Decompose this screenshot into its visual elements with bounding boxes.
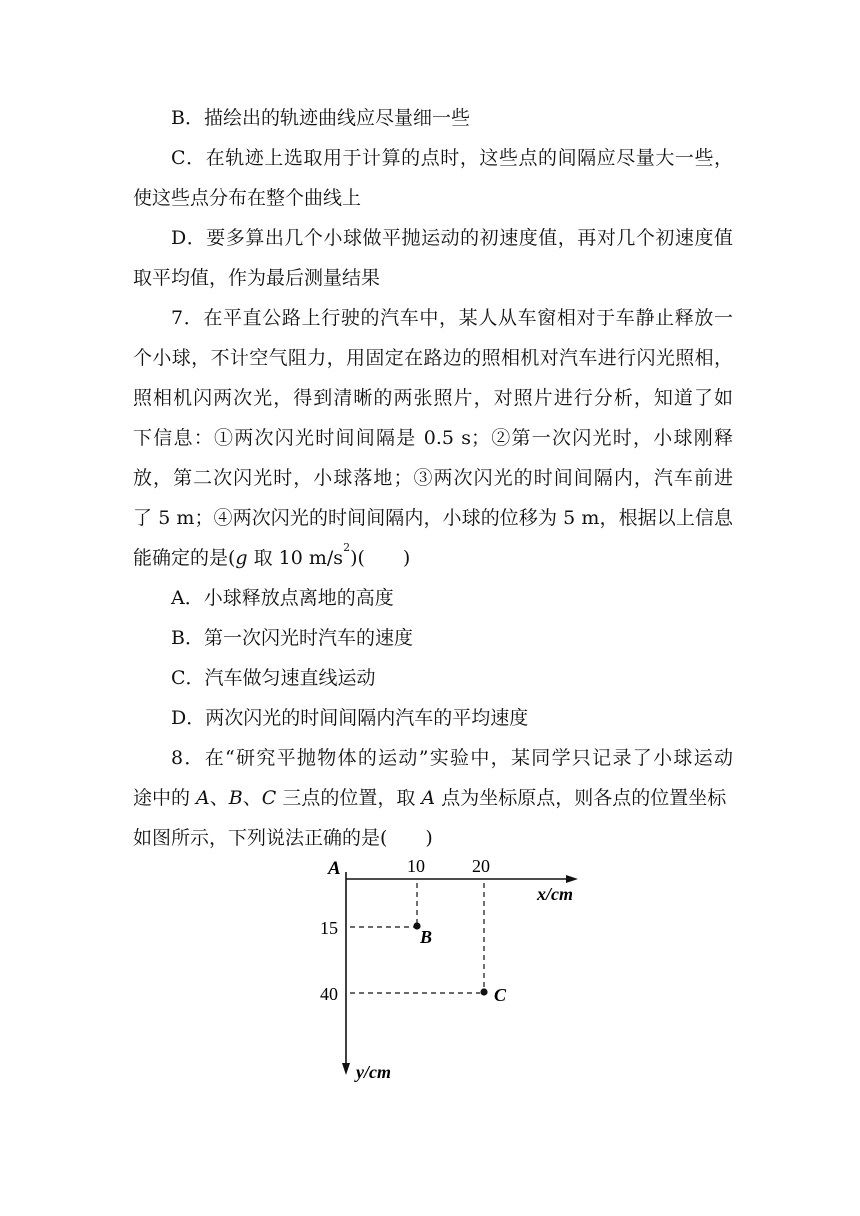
- q7-stem-line7-b: 取 10 m/s: [247, 547, 344, 569]
- q6-option-b: B．描绘出的轨迹曲线应尽量细一些: [171, 107, 470, 129]
- q7-option-b: B．第一次闪光时汽车的速度: [171, 627, 413, 649]
- x-axis-label-text: x/cm: [537, 884, 573, 904]
- q7-stem-line3: 照相机闪两次光，得到清晰的两张照片，对照片进行分析，知道了如: [133, 387, 733, 409]
- question-text: [133, 98, 733, 858]
- q6-option-d-line1: D．要多算出几个小球做平抛运动的初速度值，再对几个初速度值: [171, 227, 733, 249]
- q7-stem-line6: 了 5 m；④两次闪光的时间间隔内，小球的位移为 5 m，根据以上信息: [133, 507, 733, 529]
- coordinate-figure: [300, 850, 600, 1090]
- q8-text-part: 点为坐标原点，则各点的位置坐标: [435, 787, 727, 809]
- q7-stem-line1: 7．在平直公路上行驶的汽车中，某人从车窗相对于车静止释放一: [171, 307, 733, 329]
- point-a-ref: A: [196, 787, 210, 809]
- point-c-ref: C: [261, 787, 277, 809]
- y-tick-40: 40: [320, 984, 338, 1004]
- y-axis-label-text: y/cm: [356, 1062, 391, 1082]
- q8-text-part: 、: [242, 787, 262, 809]
- q7-option-d: D．两次闪光的时间间隔内汽车的平均速度: [171, 707, 529, 729]
- point-c: [480, 988, 487, 995]
- q7-stem-line7: [133, 538, 733, 578]
- point-a-ref: A: [421, 787, 436, 809]
- origin-label: A: [328, 858, 341, 879]
- gravity-symbol: g: [235, 547, 248, 569]
- q8-stem-line2: [133, 778, 733, 818]
- q8-text-part: 途中的: [133, 787, 197, 809]
- coordinate-diagram: [300, 850, 600, 1090]
- point-c-label: C: [494, 985, 507, 1005]
- q7-stem-line7-c: )( ): [350, 547, 411, 569]
- q8-stem-line3: 如图所示，下列说法正确的是( ): [133, 827, 433, 849]
- y-axis-label: [354, 1062, 391, 1082]
- q7-stem-line5: 放，第二次闪光时，小球落地；③两次闪光的时间间隔内，汽车前进: [133, 467, 733, 489]
- x-axis-arrow: [566, 875, 578, 883]
- q6-option-c-line2: 使这些点分布在整个曲线上: [133, 187, 362, 209]
- q8-stem-line1: 8．在“研究平抛物体的运动”实验中，某同学只记录了小球运动: [171, 747, 733, 769]
- y-axis-arrow: [342, 1063, 350, 1075]
- exponent: 2: [343, 540, 351, 554]
- x-tick-20: 20: [472, 856, 490, 876]
- point-b-label: B: [420, 927, 433, 947]
- point-b-ref: B: [228, 787, 243, 809]
- x-tick-10: 10: [407, 856, 425, 876]
- q7-stem-line2: 个小球，不计空气阻力，用固定在路边的照相机对汽车进行闪光照相，: [133, 347, 733, 369]
- q8-text-part: 、: [209, 787, 229, 809]
- q7-stem-line4: 下信息：①两次闪光时间间隔是 0.5 s；②第一次闪光时，小球刚释: [133, 427, 733, 449]
- q7-option-c: C．汽车做匀速直线运动: [171, 667, 376, 689]
- q6-option-c-line1: C．在轨迹上选取用于计算的点时，这些点的间隔应尽量大一些，: [171, 147, 733, 169]
- q8-text-part: 三点的位置，取: [276, 787, 422, 809]
- q7-option-a: A．小球释放点离地的高度: [171, 587, 394, 609]
- q7-stem-line7-a: 能确定的是(: [133, 547, 236, 569]
- q6-option-d-line2: 取平均值，作为最后测量结果: [133, 267, 381, 289]
- y-tick-15: 15: [320, 918, 338, 938]
- x-axis-label: [536, 884, 573, 904]
